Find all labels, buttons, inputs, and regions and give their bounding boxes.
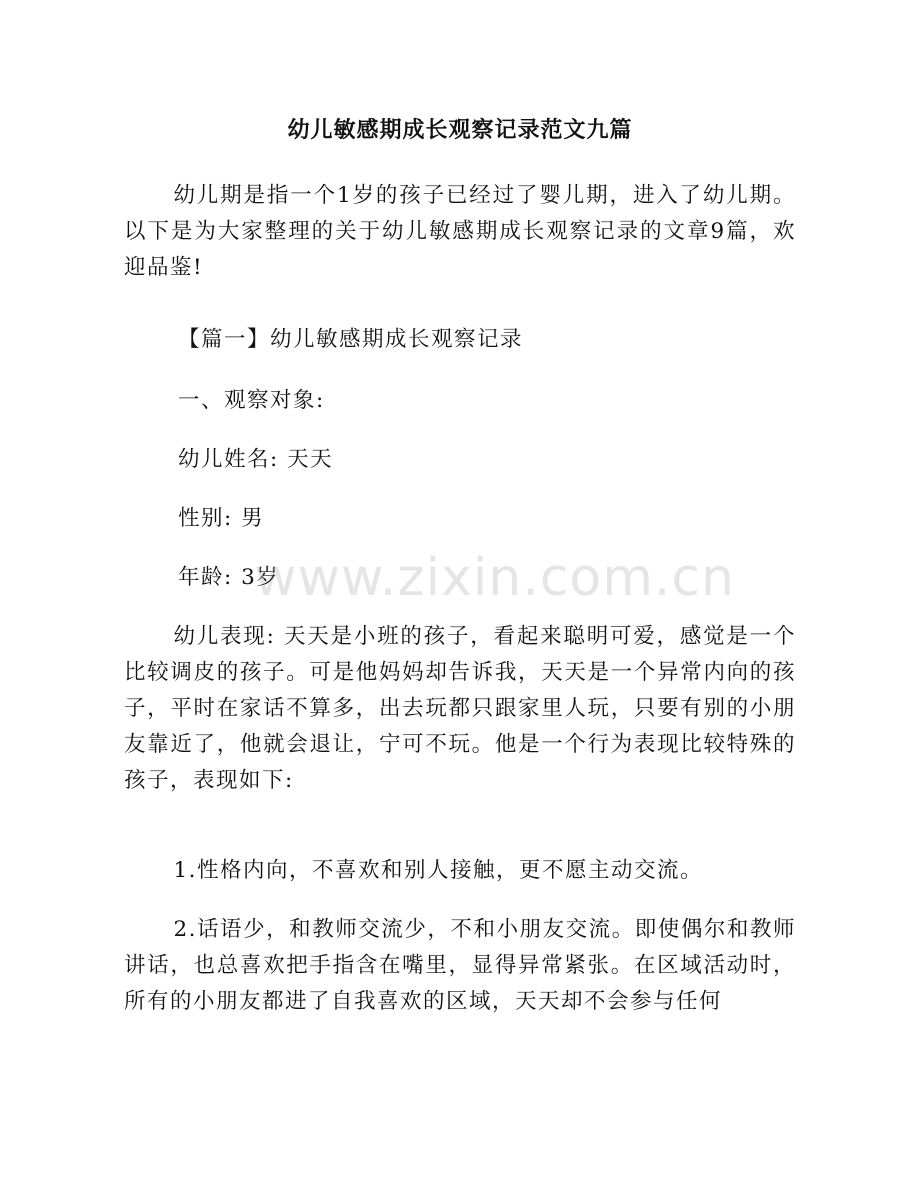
list-item-1: 1.性格内向，不喜欢和别人接触，更不愿主动交流。: [173, 858, 703, 883]
age-line: 年龄: 3岁: [178, 565, 280, 590]
section-heading: 【篇一】幼儿敏感期成长观察记录: [178, 327, 524, 352]
child-name-line: 幼儿姓名: 天天: [178, 447, 334, 472]
document-title: 幼儿敏感期成长观察记录范文九篇: [287, 118, 633, 143]
gender-line: 性别: 男: [178, 506, 265, 531]
intro-paragraph: 幼儿期是指一个1岁的孩子已经过了婴儿期，进入了幼儿期。以下是为大家整理的关于幼儿敏感期成长观察记录的文章9篇，欢迎品鉴!: [124, 183, 796, 280]
list-item-2: 2.话语少，和教师交流少，不和小朋友交流。即使偶尔和教师讲话，也总喜欢把手指含在嘴里，显得异常紧张。在区域活动时，所有的小朋友都进了自我喜欢的区域，天天却不会参与任何: [124, 917, 796, 1014]
watermark-text: www.zixin.com.cn: [254, 548, 735, 608]
observe-heading: 一、观察对象:: [178, 388, 325, 413]
behavior-paragraph: 幼儿表现: 天天是小班的孩子，看起来聪明可爱，感觉是一个比较调皮的孩子。可是他妈妈却告诉我，天天是一个异常内向的孩子，平时在家话不算多，出去玩都只跟家里人玩，只要有别的小朋友靠近了，他就会退让，宁可不玩。他是一个行为表现比较特殊的孩子，表现如下:: [124, 624, 796, 793]
